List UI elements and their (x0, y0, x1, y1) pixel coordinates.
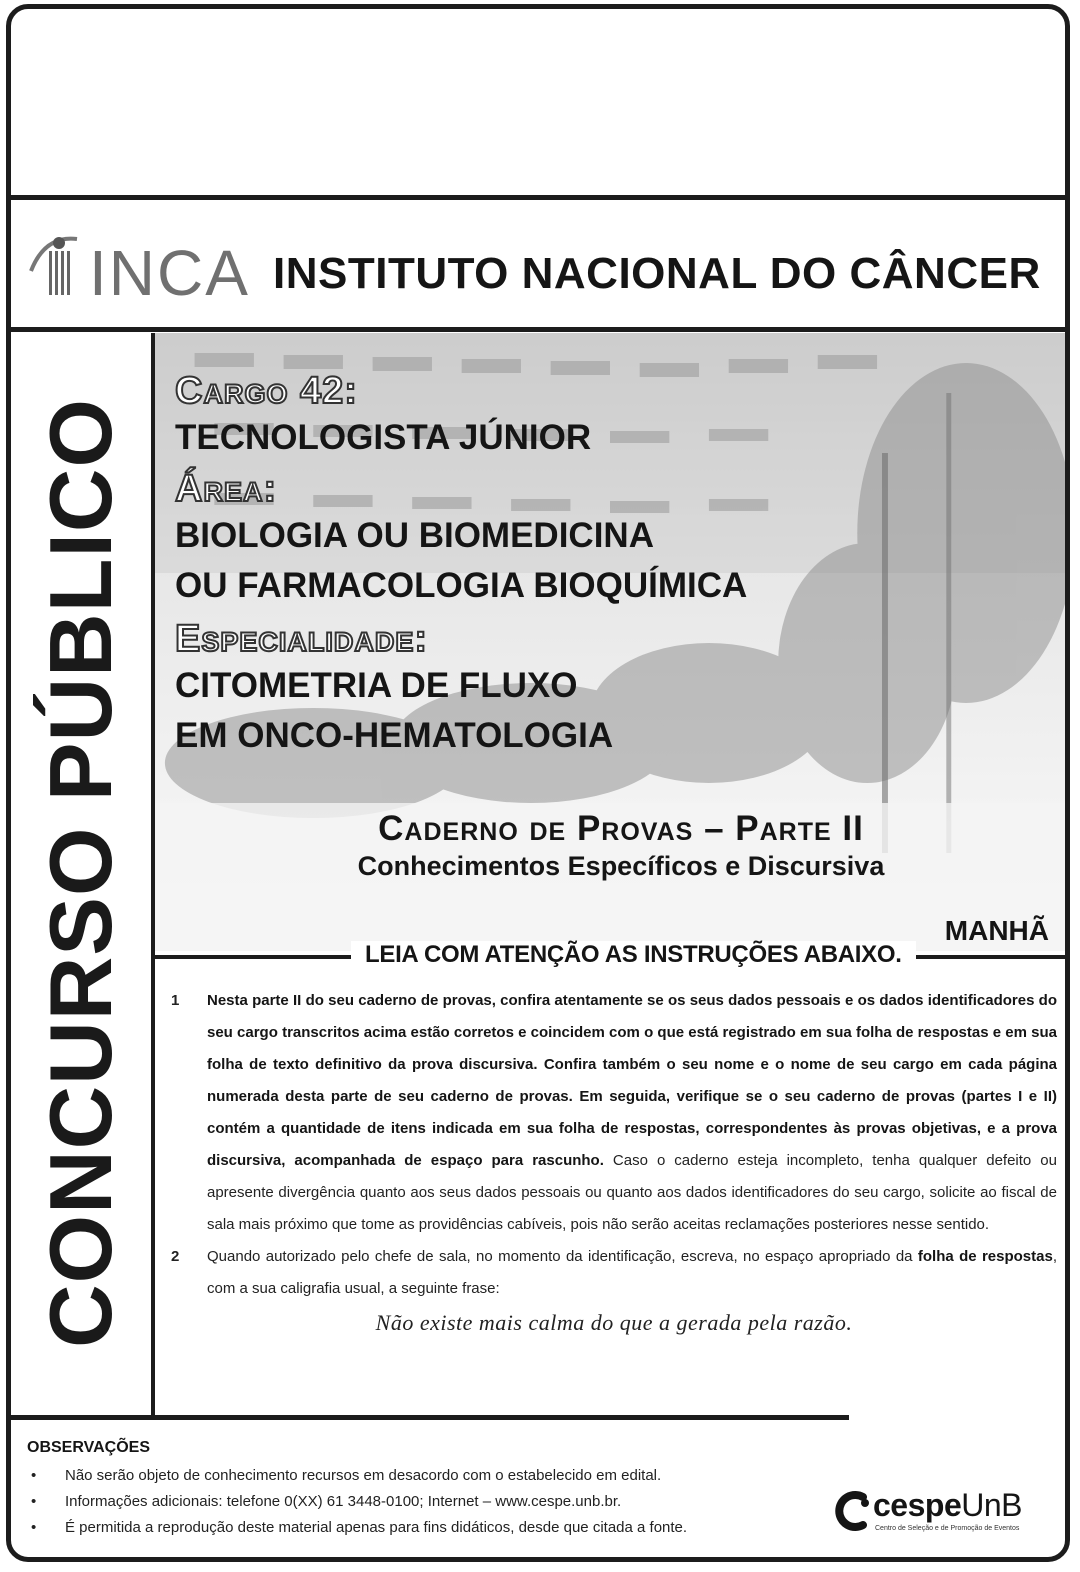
turno-label: MANHÃ (944, 915, 1049, 946)
instructions-list (171, 985, 1057, 1339)
instruction-item-1 (171, 985, 1057, 1241)
divider-header (11, 327, 1065, 332)
bullet-icon: • (31, 1493, 37, 1510)
observation-text: Informações adicionais: telefone 0(XX) 61 3448-0100; Internet – www.cespe.unb.br. (65, 1493, 622, 1510)
instructions-heading-row (155, 939, 1065, 975)
caderno-heading (311, 809, 931, 882)
observation-item (27, 1489, 827, 1515)
divider-top (11, 195, 1065, 200)
area-line-2: OU FARMACOLOGIA BIOQUÍMICA (175, 566, 748, 605)
especialidade-line-1: CITOMETRIA DE FLUXO (175, 666, 578, 705)
observation-item (27, 1463, 827, 1489)
cargo-label: Cargo 42: (175, 370, 358, 412)
instructions-heading: LEIA COM ATENÇÃO AS INSTRUÇÕES ABAIXO. (351, 941, 916, 969)
header-band (11, 201, 1065, 329)
instruction-text: Caso o caderno esteja incompleto, tenha qualquer defeito ou apresente divergência quanto aos seus dados pessoais ou quanto aos dados identificadores do seu cargo, solicite ao fiscal de sala mais próximo que tome as providências cabíveis, pois não serão aceitas reclamações posteriores nesse sentido. (207, 1152, 1057, 1233)
caderno-subtitle: Conhecimentos Específicos e Discursiva (357, 851, 885, 881)
instruction-text: , com a sua caligrafia usual, a seguinte frase: (207, 1248, 1057, 1297)
area-label: Área: (175, 468, 278, 510)
instruction-body (207, 1241, 1057, 1305)
caderno-title: Caderno de Provas – Parte II (378, 809, 864, 848)
instruction-text: Quando autorizado pelo chefe de sala, no momento da identificação, escreva, no espaço apropriado da (207, 1248, 918, 1265)
cespe-mark-icon (833, 1489, 873, 1533)
phrase-to-copy: Não existe mais calma do que a gerada pela razão. (375, 1310, 853, 1335)
observation-text: É permitida a reprodução deste material apenas para fins didáticos, desde que citada a fonte. (65, 1519, 688, 1536)
side-column (11, 333, 151, 1413)
side-title: CONCURSO PÚBLICO (31, 398, 130, 1348)
bullet-icon: • (31, 1519, 37, 1536)
instruction-item-2 (171, 1241, 1057, 1305)
especialidade-label: Especialidade: (175, 618, 429, 660)
instruction-number: 2 (171, 1248, 180, 1265)
divider-bottom (11, 1415, 849, 1420)
instruction-body (207, 985, 1057, 1241)
instruction-number: 1 (171, 992, 180, 1009)
observation-item (27, 1515, 827, 1541)
observations (27, 1439, 827, 1541)
area-line-1: BIOLOGIA OU BIOMEDICINA (175, 516, 654, 555)
institution-title: INSTITUTO NACIONAL DO CÂNCER (273, 249, 1041, 298)
cargo-value: TECNOLOGISTA JÚNIOR (175, 418, 592, 457)
inca-logo (25, 231, 257, 301)
instruction-bold-text: Nesta parte II do seu caderno de provas, confira atentamente se os seus dados pessoais e os dados identificadores do seu cargo transcritos acima estão corretos e coincidem com o que está registrado em sua folha de respostas e em sua folha de texto definitivo da prova discursiva. Confira também o seu nome e o nome de seu cargo em cada página numerada desta parte de seu caderno de provas. Em seguida, verifique se o seu caderno de provas (partes I e II) contém a quantidade de itens indicada em sua folha de respostas, correspondentes às provas objetivas, e a prova discursiva, acompanhada de espaço para rascunho. (207, 992, 1057, 1169)
especialidade-line-2: EM ONCO-HEMATOLOGIA (175, 716, 614, 755)
cargo-block (175, 369, 1035, 761)
cespe-word: cespe (873, 1487, 962, 1523)
observations-title: OBSERVAÇÕES (27, 1439, 150, 1456)
svg-text:INCA: INCA (89, 237, 250, 301)
cespe-wordmark (873, 1487, 1022, 1524)
cespe-unb-logo (833, 1485, 1047, 1547)
unb-word: UnB (961, 1487, 1022, 1523)
blank-top-area (11, 9, 1065, 197)
instruction-bold-text: folha de respostas (917, 1248, 1053, 1265)
cespe-tagline: Centro de Seleção e de Promoção de Eventos (875, 1525, 1020, 1532)
bullet-icon: • (31, 1467, 37, 1484)
observation-text: Não serão objeto de conhecimento recursos em desacordo com o estabelecido em edital. (65, 1467, 662, 1484)
exam-cover (6, 4, 1070, 1562)
